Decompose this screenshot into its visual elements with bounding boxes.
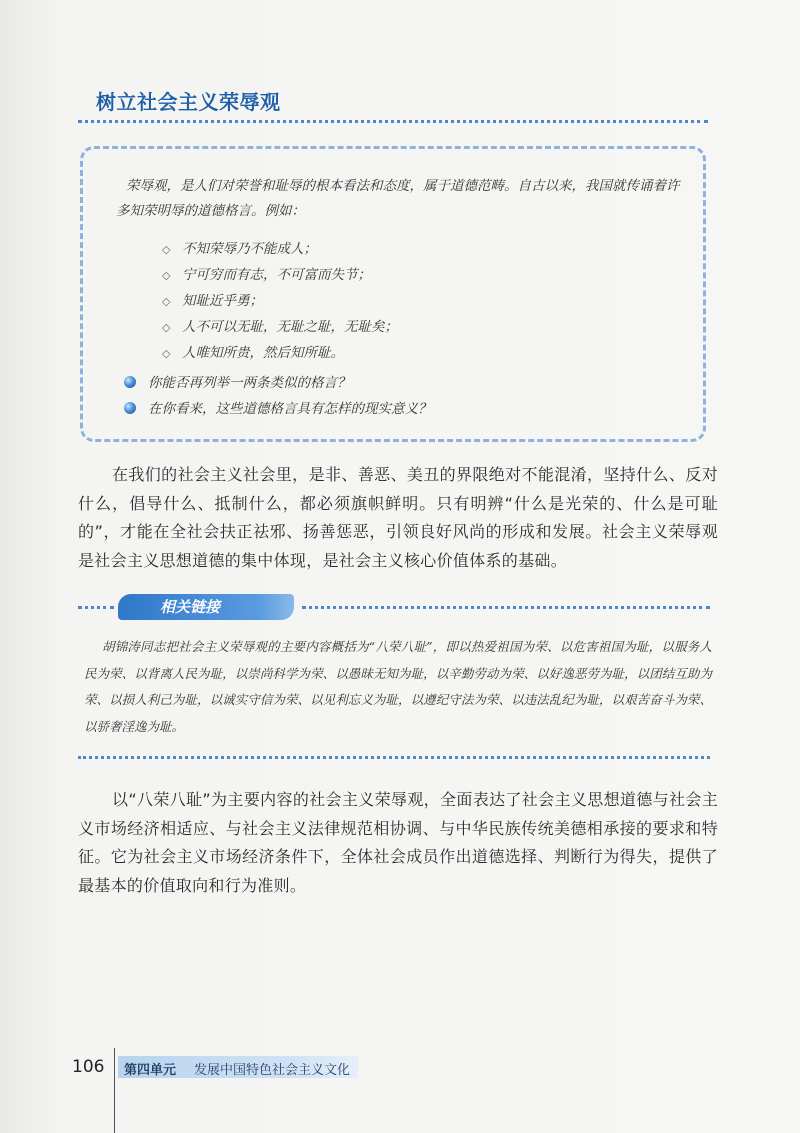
footer-chapter: 发展中国特色社会主义文化	[194, 1063, 351, 1078]
footer-unit: 第四单元	[124, 1063, 177, 1078]
related-links-tag: 相关链接	[118, 594, 294, 620]
related-links-text: 胡锦涛同志把社会主义荣辱观的主要内容概括为“八荣八耻”，即以热爱祖国为荣、以危害祖国为耻，以服务人民为荣、以背离人民为耻，以崇尚科学为荣、以愚昧无知为耻，以辛勤劳动为荣、以好逸恶劳为耻，以团结互助为荣、以损人利己为耻，以诚实守信为荣、以见利忘义为耻，以遵纪守法为荣、以违法乱纪为耻，以艰苦奋斗为荣、以骄奢淫逸为耻。	[84, 639, 712, 734]
dotted-divider-left	[78, 606, 114, 609]
maxim-list	[162, 236, 398, 366]
diamond-icon: ◇	[162, 347, 171, 360]
diamond-icon: ◇	[162, 295, 171, 308]
dotted-divider-top	[78, 120, 708, 123]
question-item	[124, 396, 432, 422]
maxim-item	[162, 314, 398, 340]
question-text: 你能否再列举一两条类似的格言？	[148, 375, 351, 391]
maxim-text: 不知荣辱乃不能成人；	[182, 241, 317, 257]
question-list	[124, 370, 432, 422]
maxim-text: 宁可穷而有志，不可富而失节；	[182, 267, 371, 283]
body-paragraph-1: 在我们的社会主义社会里，是非、善恶、美丑的界限绝对不能混淆，坚持什么、反对什么，倡导什么、抵制什么，都必须旗帜鲜明。只有明辨“什么是光荣的、什么是可耻的”，才能在全社会扶正祛邪、扬善惩恶，引领良好风尚的形成和发展。社会主义荣辱观是社会主义思想道德的集中体现，是社会主义核心价值体系的基础。	[78, 465, 718, 570]
maxim-item	[162, 288, 398, 314]
maxim-text: 人不可以无耻，无耻之耻，无耻矣；	[182, 319, 398, 335]
blue-ball-icon	[124, 376, 136, 388]
diamond-icon: ◇	[162, 243, 171, 256]
box-intro-text: 荣辱观，是人们对荣誉和耻辱的根本看法和态度，属于道德范畴。自古以来，我国就传诵着许多知荣明辱的道德格言。例如：	[116, 178, 680, 219]
question-text: 在你看来，这些道德格言具有怎样的现实意义？	[148, 401, 432, 417]
related-links-header	[78, 594, 710, 620]
section-title: 树立社会主义荣辱观	[96, 90, 281, 114]
dotted-divider-bottom	[78, 756, 710, 759]
maxim-text: 知耻近乎勇；	[182, 293, 263, 309]
question-item	[124, 370, 432, 396]
page-number: 106	[72, 1057, 105, 1077]
maxim-item	[162, 236, 398, 262]
maxim-item	[162, 262, 398, 288]
blue-ball-icon	[124, 402, 136, 414]
maxim-text: 人唯知所贵，然后知所耻。	[182, 345, 344, 361]
diamond-icon: ◇	[162, 269, 171, 282]
maxim-item	[162, 340, 398, 366]
footer-vertical-rule	[114, 1048, 115, 1133]
body-paragraph-2: 以“八荣八耻”为主要内容的社会主义荣辱观，全面表达了社会主义思想道德与社会主义市场经济相适应、与社会主义法律规范相协调、与中华民族传统美德相承接的要求和特征。它为社会主义市场经济条件下，全体社会成员作出道德选择、判断行为得失，提供了最基本的价值取向和行为准则。	[78, 790, 718, 895]
diamond-icon: ◇	[162, 321, 171, 334]
dotted-divider-right	[302, 606, 710, 609]
